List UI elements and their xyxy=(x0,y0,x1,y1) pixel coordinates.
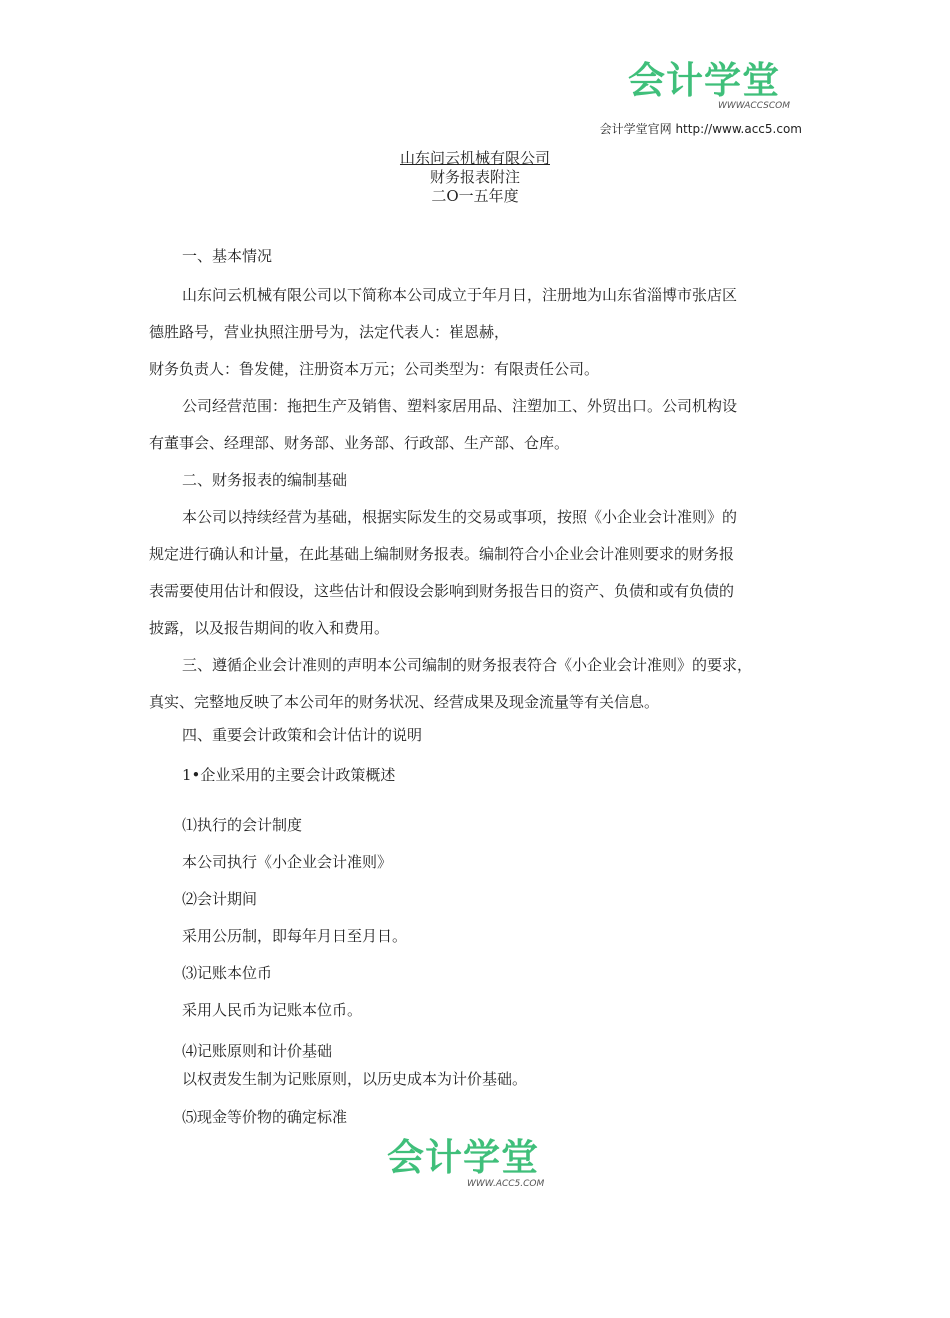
paragraph-line: 规定进行确认和计量，在此基础上编制财务报表。编制符合小企业会计准则要求的财务报 xyxy=(149,545,735,563)
logo-wordmark: 会计学堂 xyxy=(387,1136,539,1179)
item-text: 本公司执行《小企业会计准则》 xyxy=(182,853,393,871)
item-text: 采用人民币为记账本位币。 xyxy=(182,1001,363,1019)
document-year: 二O一五年度 xyxy=(431,187,519,205)
item-text: 采用公历制，即每年月日至月日。 xyxy=(182,927,408,945)
paragraph-line: 本公司以持续经营为基础，根据实际发生的交易或事项，按照《小企业会计准则》的 xyxy=(182,508,738,526)
section-2-heading: 二、财务报表的编制基础 xyxy=(182,471,348,489)
paragraph-line: 山东问云机械有限公司以下简称本公司成立于年月日，注册地为山东省淄博市张店区 xyxy=(182,286,738,304)
logo-wordmark: 会计学堂 xyxy=(628,59,780,102)
section-1-heading: 一、基本情况 xyxy=(182,247,273,265)
document-title: 财务报表附注 xyxy=(429,168,520,186)
company-title: 山东问云机械有限公司 xyxy=(399,149,550,167)
item-title: ⑶记账本位币 xyxy=(182,964,273,982)
item-title: ⑸现金等价物的确定标准 xyxy=(182,1108,348,1126)
item-title: ⑴执行的会计制度 xyxy=(182,816,303,834)
paragraph-line: 财务负责人：鲁发健，注册资本万元；公司类型为：有限责任公司。 xyxy=(149,360,600,378)
logo-url-text: WWW.ACC5.COM xyxy=(467,1179,545,1189)
paragraph-line: 有董事会、经理部、财务部、业务部、行政部、生产部、仓库。 xyxy=(149,434,570,452)
site-link[interactable]: 会计学堂官网 http://www.acc5.com xyxy=(599,122,802,136)
header-logo xyxy=(628,60,808,116)
logo-url-text: WWWACCSCOM xyxy=(718,101,790,111)
paragraph-line: 公司经营范围：拖把生产及销售、塑料家居用品、注塑加工、外贸出口。公司机构设 xyxy=(182,397,738,415)
item-text: 以权责发生制为记账原则，以历史成本为计价基础。 xyxy=(182,1070,528,1088)
footer-logo xyxy=(387,1137,567,1193)
section-4-heading: 四、重要会计政策和会计估计的说明 xyxy=(182,726,423,744)
paragraph-line: 真实、完整地反映了本公司年的财务状况、经营成果及现金流量等有关信息。 xyxy=(149,693,660,711)
subsection-heading: 1•企业采用的主要会计政策概述 xyxy=(182,766,396,784)
paragraph-line: 披露，以及报告期间的收入和费用。 xyxy=(149,619,390,637)
section-3-line: 三、遵循企业会计准则的声明本公司编制的财务报表符合《小企业会计准则》的要求， xyxy=(182,656,753,674)
paragraph-line: 德胜路号，营业执照注册号为，法定代表人：崔恩赫， xyxy=(149,323,510,341)
item-title: ⑵会计期间 xyxy=(182,890,258,908)
item-title: ⑷记账原则和计价基础 xyxy=(182,1042,333,1060)
paragraph-line: 表需要使用估计和假设，这些估计和假设会影响到财务报告日的资产、负债和或有负债的 xyxy=(149,582,735,600)
